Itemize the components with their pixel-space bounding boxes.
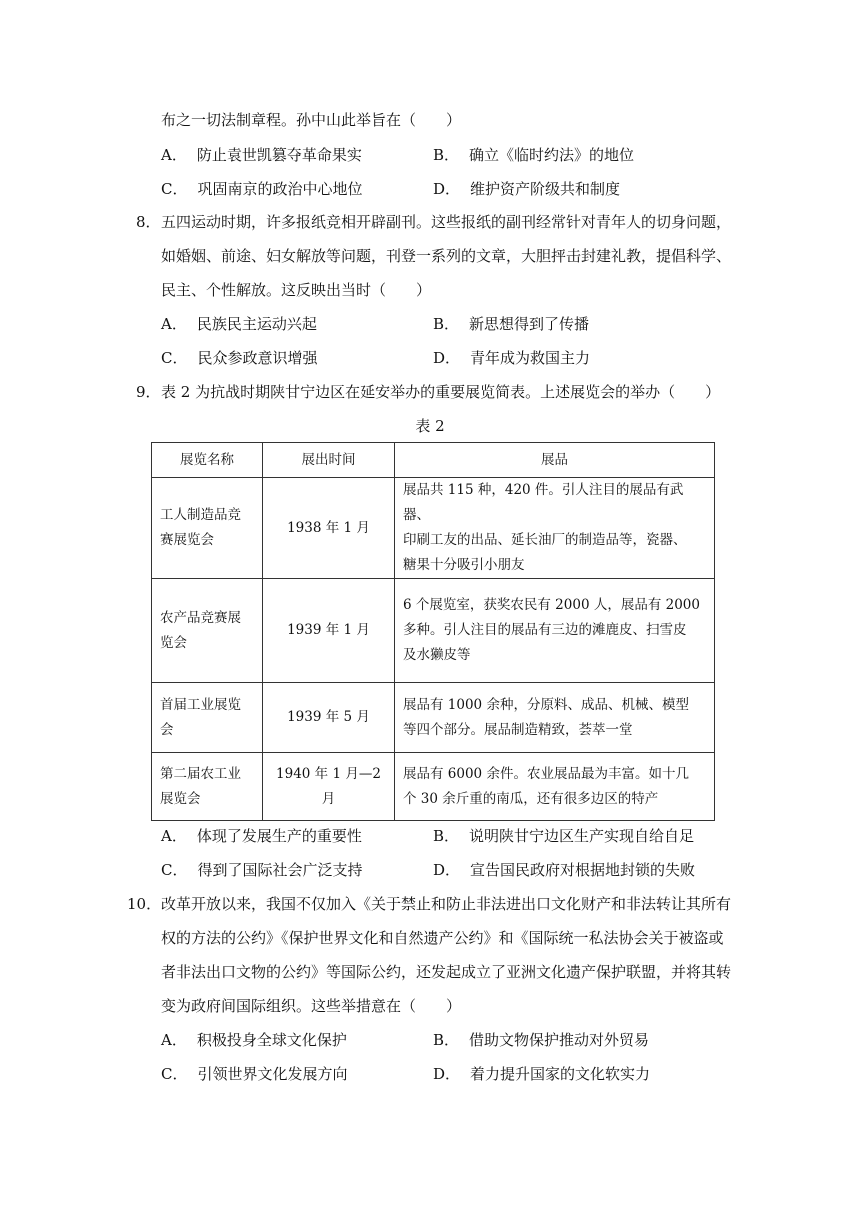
- q8-stem-line: 五四运动时期，许多报纸竞相开辟副刊。这些报纸的副刊经常针对青年人的切身问题，: [161, 213, 732, 231]
- q8-number: 8．: [136, 213, 161, 231]
- q9-option-b: B． 说明陕甘宁边区生产实现自给自足: [433, 827, 695, 845]
- exhibition-name-cell: 工人制造品竞 赛展览会: [152, 478, 263, 579]
- q10-option-d: D． 着力提升国家的文化软实力: [433, 1065, 651, 1083]
- q7-option-d: D． 维护资产阶级共和制度: [433, 180, 621, 198]
- q10-option-a: A． 积极投身全球文化保护: [161, 1031, 347, 1049]
- q9-option-d: D． 宣告国民政府对根据地封锁的失败: [433, 861, 696, 879]
- q10-stem-line: 权的方法的公约》《保护世界文化和自然遗产公约》和《国际统一私法协会关于被盗或: [161, 929, 724, 947]
- q9-option-c: C． 得到了国际社会广泛支持: [161, 861, 363, 879]
- exhibition-time-cell: 1940 年 1 月—2 月: [263, 753, 395, 821]
- q10-stem-line: 改革开放以来，我国不仅加入《关于禁止和防止非法进出口文化财产和非法转让其所有: [161, 895, 732, 913]
- q9-stem: 表 2 为抗战时期陕甘宁边区在延安举办的重要展览简表。上述展览会的举办（ ）: [161, 383, 721, 401]
- table-header-cell: 展出时间: [263, 443, 395, 478]
- exhibition-time-cell: 1939 年 1 月: [263, 579, 395, 683]
- table-row: [152, 753, 715, 821]
- q8-option-c: C． 民众参政意识增强: [161, 349, 318, 367]
- q9-number: 9．: [136, 383, 161, 401]
- q10-stem-line: 变为政府间国际组织。这些举措意在（ ）: [161, 997, 462, 1015]
- exhibition-time-cell: 1938 年 1 月: [263, 478, 395, 579]
- q10-option-c: C． 引领世界文化发展方向: [161, 1065, 348, 1083]
- q8-option-b: B． 新思想得到了传播: [433, 315, 590, 333]
- exhibition-table: [151, 442, 715, 821]
- exhibition-name-cell: 第二届农工业 展览会: [152, 753, 263, 821]
- table-row: [152, 579, 715, 683]
- table-row: [152, 683, 715, 753]
- exhibition-name-cell: 首届工业展览 会: [152, 683, 263, 753]
- q8-option-a: A． 民族民主运动兴起: [161, 315, 317, 333]
- table-header-row: [152, 443, 715, 478]
- exhibition-name-cell: 农产品竞赛展 览会: [152, 579, 263, 683]
- exhibition-items-cell: 6 个展览室，获奖农民有 2000 人，展品有 2000 多种。引人注目的展品有三边的滩鹿皮、扫雪皮 及水獭皮等: [395, 579, 715, 683]
- q7-option-a: A． 防止袁世凯篡夺革命果实: [161, 146, 362, 164]
- q8-stem-line: 民主、个性解放。这反映出当时（ ）: [161, 281, 432, 299]
- table-caption: 表 2: [415, 417, 445, 435]
- exhibition-items-cell: 展品有 6000 余件。农业展品最为丰富。如十几 个 30 余斤重的南瓜，还有很多边区的特产: [395, 753, 715, 821]
- q7-stem-tail: 布之一切法制章程。孙中山此举旨在（ ）: [161, 111, 462, 129]
- exhibition-items-cell: 展品共 115 种，420 件。引人注目的展品有武器、 印刷工友的出品、延长油厂的制造品等，瓷器、 糖果十分吸引小朋友: [395, 478, 715, 579]
- table-row: [152, 478, 715, 579]
- q7-option-c: C． 巩固南京的政治中心地位: [161, 180, 363, 198]
- q10-option-b: B． 借助文物保护推动对外贸易: [433, 1031, 650, 1049]
- exhibition-items-cell: 展品有 1000 余种，分原料、成品、机械、模型 等四个部分。展品制造精致，荟萃一堂: [395, 683, 715, 753]
- q7-option-b: B． 确立《临时约法》的地位: [433, 146, 635, 164]
- q8-stem-line: 如婚姻、前途、妇女解放等问题，刊登一系列的文章，大胆抨击封建礼教，提倡科学、: [161, 247, 732, 265]
- q8-option-d: D． 青年成为救国主力: [433, 349, 591, 367]
- q10-stem-line: 者非法出口文物的公约》等国际公约，还发起成立了亚洲文化遗产保护联盟，并将其转: [161, 963, 732, 981]
- table-header-cell: 展览名称: [152, 443, 263, 478]
- exhibition-time-cell: 1939 年 5 月: [263, 683, 395, 753]
- q10-number: 10．: [127, 895, 162, 913]
- table-header-cell: 展品: [395, 443, 715, 478]
- q9-option-a: A． 体现了发展生产的重要性: [161, 827, 362, 845]
